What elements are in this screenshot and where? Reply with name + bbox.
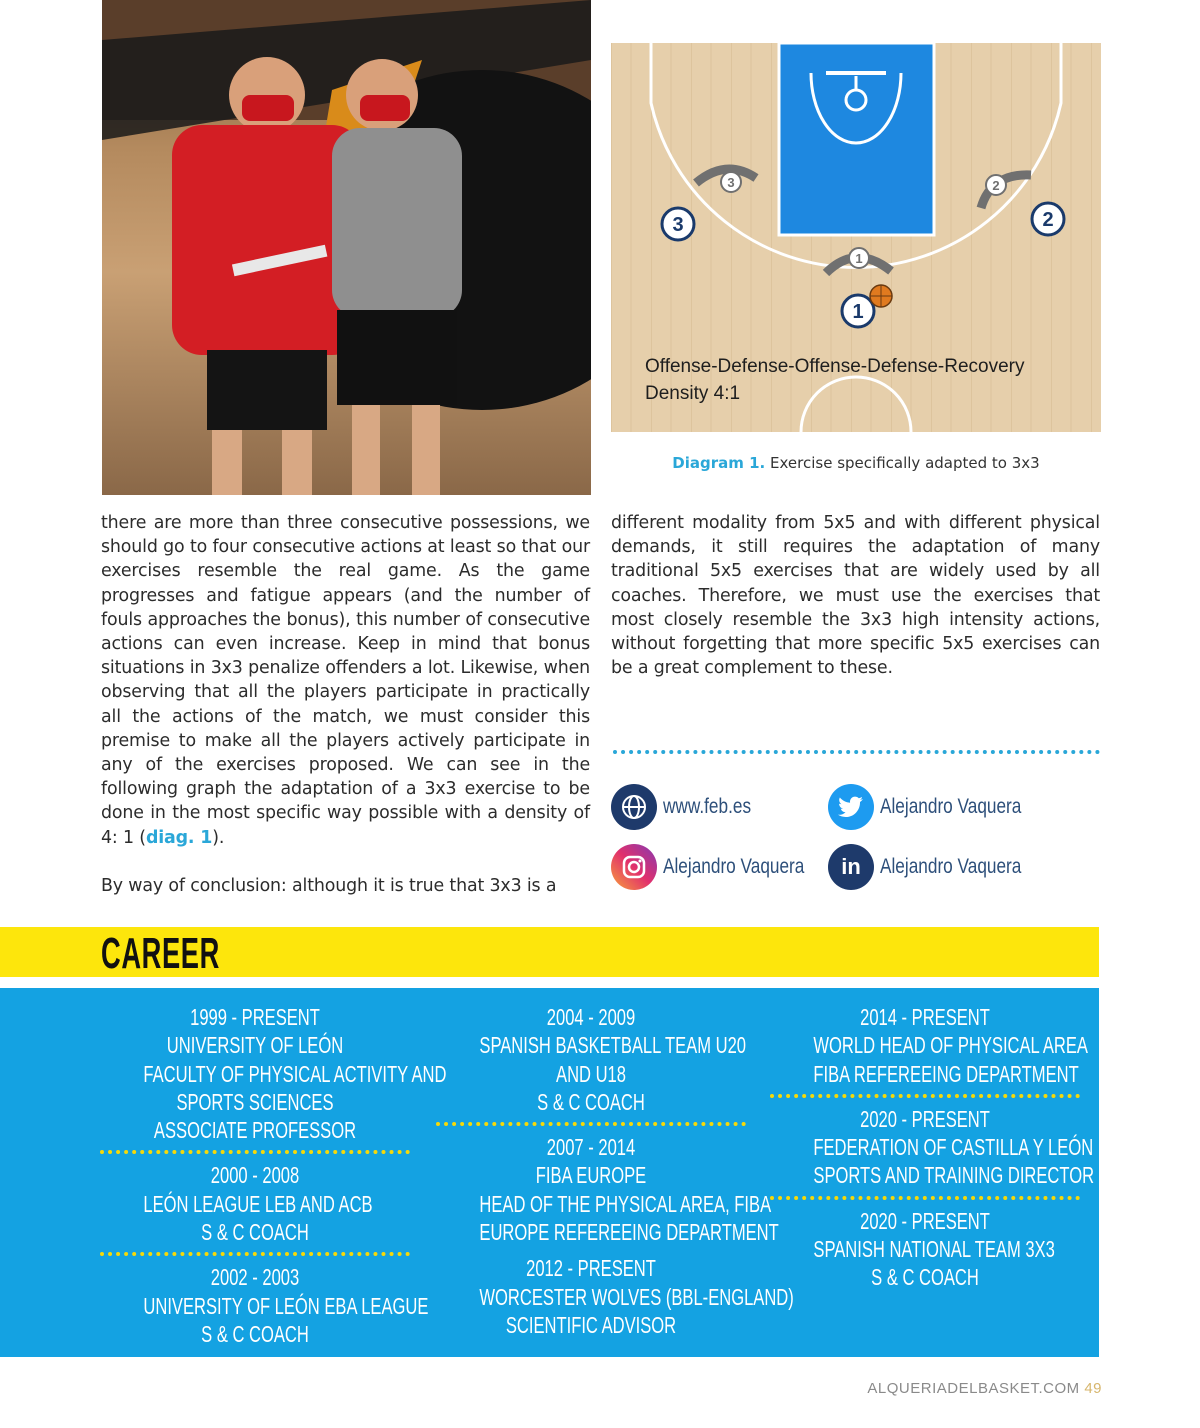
career-line: UNIVERSITY OF LEÓN EBA LEAGUE [143, 1292, 429, 1319]
coaches-photo [102, 0, 591, 495]
offense-1: 1 [852, 301, 864, 323]
career-line: S & C COACH [871, 1264, 979, 1291]
career-line: S & C COACH [201, 1219, 309, 1246]
coaches-photo-illustration [102, 0, 591, 495]
social-twitter[interactable] [828, 784, 1052, 830]
career-divider [100, 1150, 410, 1154]
career-period: 2020 - PRESENT [860, 1207, 990, 1234]
career-line: WORCESTER WOLVES (BBL-ENGLAND) [479, 1283, 794, 1310]
diagram-caption-label: Diagram 1. [672, 454, 766, 472]
career-column-2 [436, 1003, 794, 1339]
career-column-1 [100, 1003, 447, 1348]
offense-3: 3 [672, 214, 684, 236]
social-instagram[interactable] [611, 844, 835, 890]
career-entry [436, 1133, 779, 1246]
diagram-caption-text: Exercise specifically adapted to 3x3 [765, 454, 1040, 472]
career-entry [770, 1207, 1080, 1292]
career-line: S & C COACH [537, 1088, 645, 1115]
career-line: FACULTY OF PHYSICAL ACTIVITY AND [143, 1060, 447, 1087]
section-divider [613, 750, 1100, 754]
page-footer [867, 1380, 1102, 1397]
career-line: AND U18 [556, 1060, 626, 1087]
career-period: 2002 - 2003 [210, 1264, 300, 1291]
career-line: SPANISH NATIONAL TEAM 3X3 [813, 1236, 1055, 1263]
diagram-text-line2: Density 4:1 [645, 383, 741, 404]
career-entry [436, 1254, 794, 1339]
body-column-right [611, 511, 1100, 680]
linkedin-glyph: in [841, 854, 861, 879]
career-line: LEÓN LEAGUE LEB AND ACB [143, 1190, 373, 1217]
diagram-reference-link[interactable]: diag. 1 [145, 827, 213, 848]
career-period: 2000 - 2008 [210, 1162, 300, 1189]
career-divider [100, 1252, 410, 1256]
instagram-handle[interactable]: Alejandro Vaquera [663, 855, 805, 878]
career-period: 2004 - 2009 [546, 1004, 636, 1030]
diagram-text-line1: Offense-Defense-Offense-Defense-Recovery [645, 356, 1025, 377]
page-number: 49 [1084, 1380, 1102, 1397]
career-entry [436, 1003, 746, 1116]
instagram-icon [611, 844, 657, 890]
career-line: UNIVERSITY OF LEÓN [166, 1032, 344, 1059]
linkedin-handle[interactable]: Alejandro Vaquera [880, 855, 1022, 878]
career-period: 2007 - 2014 [546, 1134, 636, 1161]
career-entry [770, 1105, 1095, 1190]
career-column-3 [770, 1003, 1095, 1292]
body-text: there are more than three consecutive possessions, we should go to four consecutive actions at least so that our exercises resemble the real game. As the game progresses and fatigue appears (and the number of fouls approaches the bonus), this number of consecutive actions can even increase. Keep in mind that bonus situations in 3x3 penalize offenders a lot. Likewise, when observing that all the players participate in practically all the actions of the match, we must consider this premise to make all the players actively participate in any of the exercises proposed. We can see in the following graph the adaptation of a 3x3 exercise to be done in the most specific way possible with a density of 4: 1 ( [101, 513, 590, 848]
career-period: 1999 - PRESENT [190, 1004, 320, 1030]
diagram-caption [611, 454, 1101, 472]
career-line: FIBA REFEREEING DEPARTMENT [813, 1060, 1079, 1087]
career-period: 2014 - PRESENT [860, 1004, 990, 1030]
career-line: S & C COACH [201, 1320, 309, 1347]
career-line: SPORTS SCIENCES [176, 1088, 334, 1115]
defender-2: 2 [992, 178, 1000, 193]
defender-1: 1 [855, 251, 863, 266]
social-linkedin[interactable] [828, 844, 1052, 890]
website-link[interactable]: www.feb.es [663, 795, 752, 818]
career-entry [100, 1003, 447, 1144]
globe-icon [611, 784, 657, 830]
career-line: ASSOCIATE PROFESSOR [153, 1117, 357, 1144]
career-divider [770, 1196, 1080, 1200]
conclusion-paragraph: By way of conclusion: although it is true that 3x3 is a [101, 875, 557, 896]
career-line: SPANISH BASKETBALL TEAM U20 [479, 1032, 747, 1059]
linkedin-icon [828, 844, 874, 890]
career-entry [770, 1003, 1088, 1088]
career-period: 2012 - PRESENT [526, 1255, 656, 1282]
career-divider [436, 1122, 746, 1126]
twitter-handle[interactable]: Alejandro Vaquera [880, 795, 1022, 818]
twitter-icon [828, 784, 874, 830]
career-line: FEDERATION OF CASTILLA Y LEÓN [813, 1134, 1094, 1161]
career-divider [770, 1094, 1080, 1098]
body-paragraph [101, 511, 590, 850]
career-line: WORLD HEAD OF PHYSICAL AREA [813, 1032, 1088, 1059]
career-line: FIBA EUROPE [535, 1162, 647, 1189]
career-period: 2020 - PRESENT [860, 1105, 990, 1132]
social-web[interactable] [611, 784, 770, 830]
body-paragraph: different modality from 5x5 and with different physical demands, it still requires the adaptation of many traditional 5x5 exercises that are widely used by all coaches. Therefore, we must use the exercises that most closely resemble the 3x3 high intensity actions, without forgetting that more specific 5x5 exercises can be a great complement to these. [611, 513, 1100, 679]
footer-site[interactable]: ALQUERIADELBASKET.COM [867, 1380, 1080, 1397]
career-line: SCIENTIFIC ADVISOR [505, 1311, 677, 1338]
career-line: SPORTS AND TRAINING DIRECTOR [813, 1162, 1095, 1189]
career-title: CAREER [101, 929, 220, 978]
body-column-left [101, 511, 590, 898]
career-line: EUROPE REFEREEING DEPARTMENT [479, 1219, 779, 1246]
career-entry [100, 1263, 429, 1348]
career-line: HEAD OF THE PHYSICAL AREA, FIBA [479, 1190, 772, 1217]
career-entry [100, 1161, 410, 1246]
offense-2: 2 [1042, 209, 1054, 231]
defender-3: 3 [727, 175, 735, 190]
body-text: ). [212, 827, 225, 848]
